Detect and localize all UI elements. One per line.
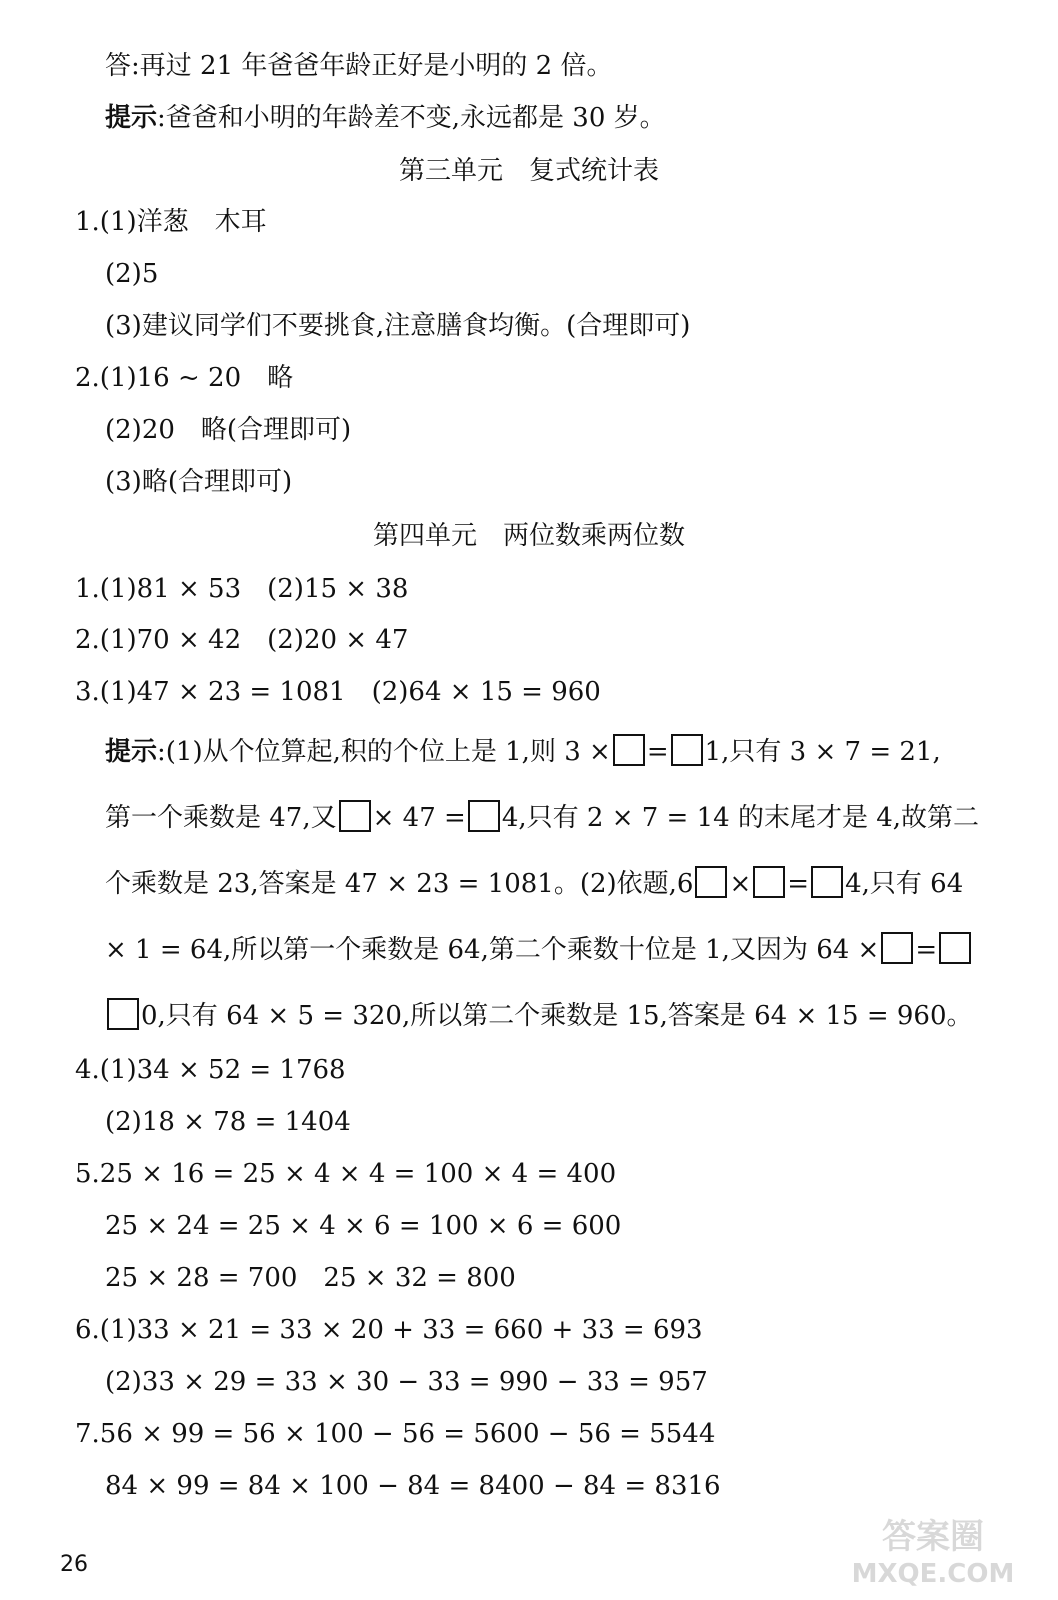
tip2-text-b: × 47 = [372,803,466,833]
blank-box [468,800,500,832]
u4-q7-line2: 84 × 99 = 84 × 100 − 84 = 8400 − 84 = 8316 [105,1471,721,1501]
tip2-line5 [105,998,973,1032]
tip-label: 提示 [105,103,158,133]
blank-box [339,800,371,832]
tip2-text-c: 4,只有 2 × 7 = 14 的末尾才是 4,故第二 [501,803,980,833]
unit4-heading: 第四单元 两位数乘两位数 [372,521,685,551]
u3-q2-line3: (3)略(合理即可) [105,467,293,497]
tip2-text-a: × 1 = 64,所以第一个乘数是 64,第二个乘数十位是 1,又因为 64 × [105,935,880,965]
u4-q4-line2: (2)18 × 78 = 1404 [105,1107,351,1137]
blank-box [811,866,843,898]
tip2-text-c: = [787,869,810,899]
tip2-text-a: 0,只有 64 × 5 = 320,所以第二个乘数是 15,答案是 64 × 15 = 960。 [141,1001,973,1031]
watermark-logo [848,1510,1018,1590]
tip2-text-b: = [646,737,669,767]
u4-q5-line3: 25 × 28 = 700 25 × 32 = 800 [105,1263,516,1293]
tip2-text-b: = [915,935,938,965]
u4-q6-line1: 6.(1)33 × 21 = 33 × 20 + 33 = 660 + 33 = 693 [75,1315,703,1345]
blank-box [695,866,727,898]
u4-q5-line1: 5.25 × 16 = 25 × 4 × 4 = 100 × 4 = 400 [75,1159,617,1189]
blank-box [753,866,785,898]
tip2-line1 [105,734,941,768]
watermark-bottom: MXQE.COM [851,1559,1015,1589]
u3-q1-line2: (2)5 [105,259,159,289]
unit3-heading: 第三单元 复式统计表 [398,156,659,186]
tip2-line2 [105,800,979,834]
tip2-text-a: 个乘数是 23,答案是 47 × 23 = 1081。(2)依题,6 [105,869,694,899]
tip2-text-d: 4,只有 64 [845,869,964,899]
blank-box [107,998,139,1030]
tip-text: :爸爸和小明的年龄差不变,永远都是 30 岁。 [157,103,666,133]
tip2-text-c: 1,只有 3 × 7 = 21, [704,737,941,767]
tip2-line3 [105,866,963,900]
u4-q4-line1: 4.(1)34 × 52 = 1768 [75,1055,346,1085]
tip-line [105,102,666,134]
blank-box [613,734,645,766]
u4-q6-line2: (2)33 × 29 = 33 × 30 − 33 = 990 − 33 = 957 [105,1367,708,1397]
tip2-text-b: × [729,869,752,899]
blank-box [939,932,971,964]
u3-q1-line1: 1.(1)洋葱 木耳 [75,207,267,237]
answer-line: 答:再过 21 年爸爸年龄正好是小明的 2 倍。 [105,51,613,81]
u3-q2-line2: (2)20 略(合理即可) [105,415,352,445]
u4-q5-line2: 25 × 24 = 25 × 4 × 6 = 100 × 6 = 600 [105,1211,622,1241]
u4-q7-line1: 7.56 × 99 = 56 × 100 − 56 = 5600 − 56 = 5544 [75,1419,716,1449]
tip2-label: 提示 [105,737,158,767]
tip2-text-a: :(1)从个位算起,积的个位上是 1,则 3 × [157,737,611,767]
u3-q2-line1: 2.(1)16 ~ 20 略 [75,363,294,393]
tip2-text-a: 第一个乘数是 47,又 [105,803,337,833]
watermark-top: 答案圈 [882,1517,984,1557]
blank-box [881,932,913,964]
u4-q2-line: 2.(1)70 × 42 (2)20 × 47 [75,625,409,655]
page-number: 26 [60,1552,88,1577]
blank-box [671,734,703,766]
u4-q3-line: 3.(1)47 × 23 = 1081 (2)64 × 15 = 960 [75,677,601,707]
tip2-line4 [105,932,973,966]
u3-q1-line3: (3)建议同学们不要挑食,注意膳食均衡。(合理即可) [105,311,691,341]
u4-q1-line: 1.(1)81 × 53 (2)15 × 38 [75,574,409,604]
